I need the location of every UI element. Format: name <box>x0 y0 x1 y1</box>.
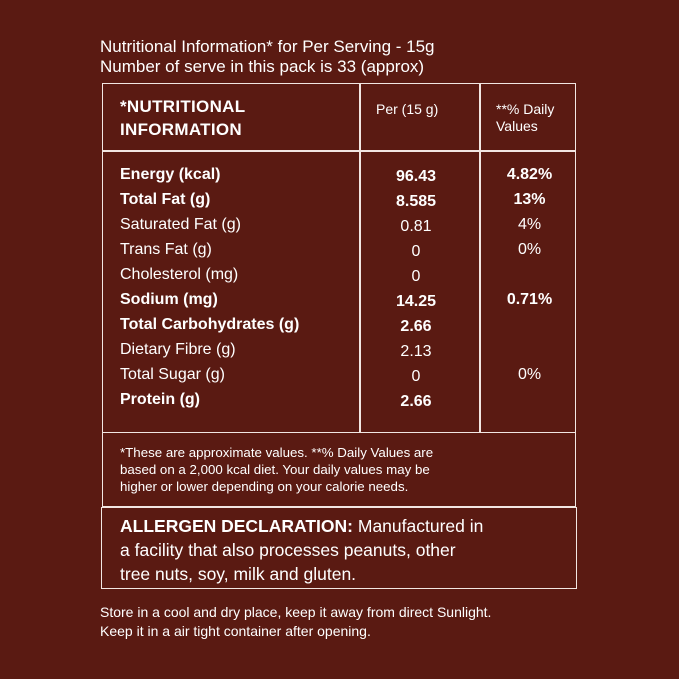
servings-per-pack-text: Number of serve in this pack is 33 (approx) <box>100 57 425 76</box>
storage-instructions <box>100 603 491 641</box>
nutrient-daily-value: 4.82% <box>506 166 553 183</box>
allergen-declaration <box>101 507 577 589</box>
nutrient-daily-value: 0% <box>517 366 542 383</box>
table-row <box>103 266 575 291</box>
nutrient-name: Dietary Fibre (g) <box>120 341 236 358</box>
table-row <box>103 366 575 391</box>
nutrient-per-serving: 2.66 <box>400 318 432 335</box>
nutrient-name: Saturated Fat (g) <box>120 216 241 233</box>
nutrient-per-serving: 8.585 <box>395 193 437 210</box>
nutrient-daily-value: 0.71% <box>506 291 553 308</box>
table-row <box>103 191 575 216</box>
table-heading-line2: INFORMATION <box>120 120 242 139</box>
nutrient-per-serving: 2.13 <box>400 343 432 360</box>
nutrient-name: Total Sugar (g) <box>120 366 225 383</box>
nutrition-table <box>102 83 576 433</box>
nutrient-name: Cholesterol (mg) <box>120 266 239 283</box>
serving-header <box>100 37 435 77</box>
nutrient-per-serving: 0.81 <box>400 218 432 235</box>
allergen-text: tree nuts, soy, milk and gluten. <box>120 564 357 584</box>
table-row <box>103 291 575 316</box>
storage-line: Keep it in a air tight container after opening. <box>100 623 371 639</box>
column-header-per-serving: Per (15 g) <box>376 101 439 117</box>
daily-values-header-line2: Values <box>496 118 538 134</box>
nutrient-per-serving: 2.66 <box>400 393 432 410</box>
serving-size-text: Nutritional Information* for Per Serving - 15g <box>100 37 435 56</box>
footnote-line: based on a 2,000 kcal diet. Your daily values may be <box>120 462 430 477</box>
allergen-text: Manufactured in <box>353 516 484 536</box>
nutrient-name: Protein (g) <box>120 391 200 408</box>
nutrient-per-serving: 0 <box>411 268 421 285</box>
table-row <box>103 166 575 191</box>
table-row <box>103 341 575 366</box>
nutrient-name: Energy (kcal) <box>120 166 221 183</box>
table-row <box>103 391 575 416</box>
nutrient-daily-value: 4% <box>517 216 542 233</box>
nutrient-per-serving: 0 <box>411 243 421 260</box>
nutrient-name: Sodium (mg) <box>120 291 218 308</box>
table-row <box>103 316 575 341</box>
allergen-text: a facility that also processes peanuts, other <box>120 540 456 560</box>
nutrient-name: Trans Fat (g) <box>120 241 212 258</box>
nutrient-per-serving: 14.25 <box>395 293 437 310</box>
daily-values-footnote <box>102 432 576 507</box>
table-heading <box>120 95 245 141</box>
footnote-line: higher or lower depending on your calorie needs. <box>120 479 409 494</box>
nutrient-name: Total Carbohydrates (g) <box>120 316 300 333</box>
column-header-daily-values <box>496 101 554 135</box>
table-heading-line1: *NUTRITIONAL <box>120 97 246 116</box>
table-row <box>103 241 575 266</box>
nutrient-daily-value: 0% <box>517 241 542 258</box>
header-divider <box>103 150 575 152</box>
nutrient-daily-value: 13% <box>513 191 546 208</box>
nutrient-name: Total Fat (g) <box>120 191 211 208</box>
daily-values-header-line1: **% Daily <box>496 101 555 117</box>
nutrient-per-serving: 0 <box>411 368 421 385</box>
nutrient-rows <box>103 166 575 416</box>
table-row <box>103 216 575 241</box>
storage-line: Store in a cool and dry place, keep it away from direct Sunlight. <box>100 604 492 620</box>
footnote-line: *These are approximate values. **% Daily Values are <box>120 445 434 460</box>
nutrient-per-serving: 96.43 <box>395 168 437 185</box>
allergen-label: ALLERGEN DECLARATION: <box>120 516 353 536</box>
